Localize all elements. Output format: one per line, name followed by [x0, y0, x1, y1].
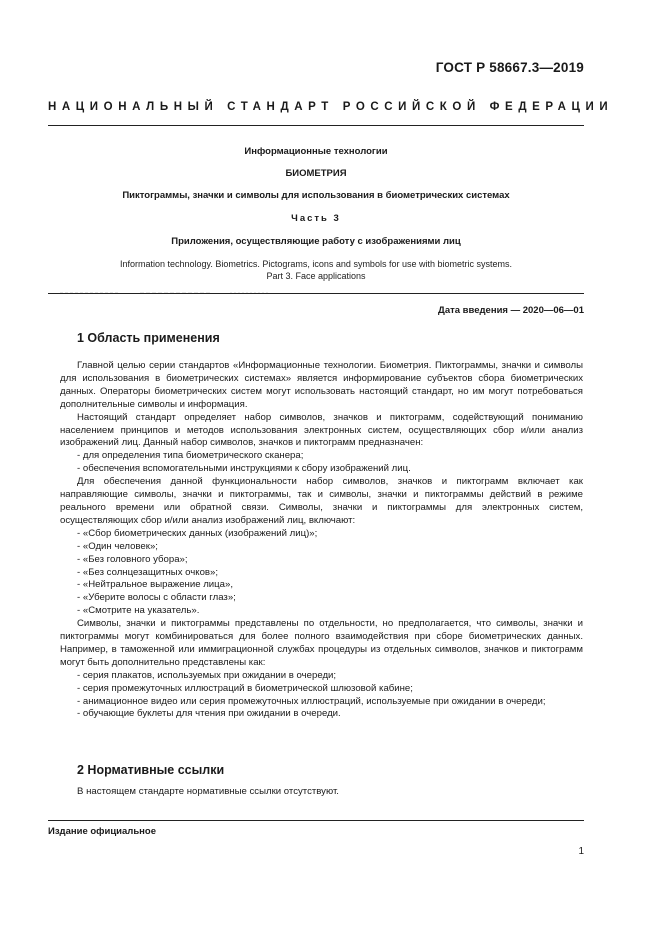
section-1-body: [60, 360, 583, 721]
document-number: ГОСТ Р 58667.3—2019: [435, 60, 584, 75]
list-item: - «Сбор биометрических данных (изображений лиц)»;: [77, 527, 318, 539]
list-item: - «Уберите волосы с области глаз»;: [77, 592, 236, 604]
introduction-date: Дата введения — 2020—06—01: [438, 305, 584, 316]
title-block-rule: [48, 293, 584, 294]
english-title-line-2: Part 3. Face applications: [266, 271, 366, 281]
section-2-body: [60, 786, 583, 799]
list-item: - для определения типа биометрического сканера;: [77, 450, 304, 462]
paragraph: Для обеспечения данной функциональности набор символов, значков и пиктограмм включает как направляющие символы, значки и пиктограммы, так и символы, значки и пиктограммы действий в режиме реального времени или обратной связи. Символы, значки и пиктограммы для электронных систем, осуществляющих сбор и/или анализ изображений лиц, включают:: [60, 476, 583, 526]
english-title-line-1: Information technology. Biometrics. Pictograms, icons and symbols for use with biometric systems.: [120, 259, 512, 269]
list-item: - анимационное видео или серия промежуточных иллюстраций, используемые при ожидании в очереди;: [77, 695, 546, 707]
official-edition-label: Издание официальное: [48, 826, 156, 837]
page-number: 1: [578, 846, 584, 857]
list-item: - серия плакатов, используемых при ожидании в очереди;: [77, 669, 337, 681]
national-standard-heading: НАЦИОНАЛЬНЫЙ СТАНДАРТ РОССИЙСКОЙ ФЕДЕРАЦИИ: [48, 101, 614, 113]
title-face-applications: Приложения, осуществляющие работу с изображениями лиц: [171, 236, 461, 247]
footer-rule: [48, 820, 584, 821]
section-2-title: 2 Нормативные ссылки: [77, 763, 225, 777]
list-item: - обучающие буклеты для чтения при ожидании в очереди.: [77, 708, 341, 720]
list-item: - «Без головного убора»;: [77, 553, 188, 565]
paragraph: Настоящий стандарт определяет набор символов, значков и пиктограмм, содействующий пониманию населением принципов и методов использования электронных систем, осуществляющих сбор и/или анализ изображений лиц. Данный набор символов, значков и пиктограмм предназначен:: [60, 411, 583, 449]
title-pictograms: Пиктограммы, значки и символы для использования в биометрических системах: [122, 190, 510, 201]
list-item: - «Один человек»;: [77, 540, 158, 552]
paragraph: Символы, значки и пиктограммы представлены по отдельности, но предполагается, что символы, значки и пиктограммы могут комбинироваться для более полного взаимодействия при сборе биометрических данных. Например, в таможенной или иммиграционной службах процедуры из отдельных символов, значков и пиктограмм могут быть дополнительно представлены как:: [60, 618, 583, 668]
list-item: - обеспечения вспомогательными инструкциями к сбору изображений лиц.: [77, 463, 411, 475]
list-item: - серия промежуточных иллюстраций в биометрической шлюзовой кабине;: [77, 682, 413, 694]
list-item: - «Смотрите на указатель».: [77, 605, 200, 617]
english-title: [48, 258, 584, 282]
list-item: - «Без солнцезащитных очков»;: [77, 566, 219, 578]
title-biometrics: БИОМЕТРИЯ: [285, 168, 347, 179]
title-part: Часть 3: [291, 213, 341, 224]
top-rule: [48, 125, 584, 126]
paragraph: Главной целью серии стандартов «Информационные технологии. Биометрия. Пиктограммы, значки и символы для использования в биометрических системах» является информирование субъектов сбора биометрических данных. Операторы биометрических систем могут использовать настоящий стандарт, но им могут потребоваться дополнительные символы и информация.: [60, 360, 583, 410]
title-information-technology: Информационные технологии: [244, 146, 388, 157]
section-1-title: 1 Область применения: [77, 331, 220, 345]
paragraph: В настоящем стандарте нормативные ссылки отсутствуют.: [77, 786, 339, 797]
list-item: - «Нейтральное выражение лица»,: [77, 579, 233, 591]
